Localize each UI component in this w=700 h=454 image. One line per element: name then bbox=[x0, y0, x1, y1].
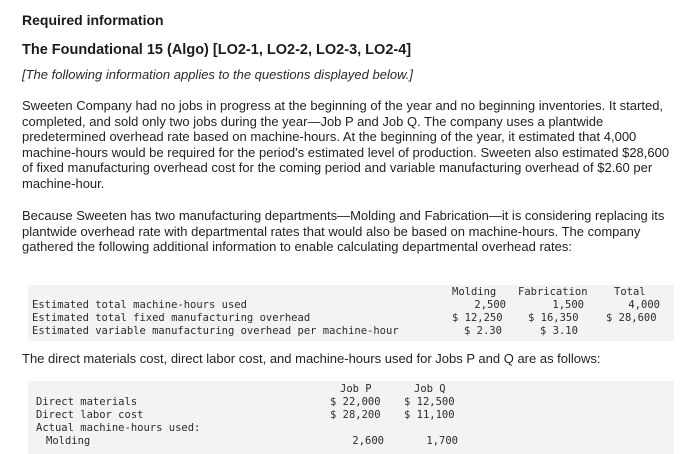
departments-paragraph: Because Sweeten has two manufacturing departments—Molding and Fabrication—it is considering replacing its plantwide overhead rate with departmental rates that would also be based on machine-hours. The company gathered the following additional information to enable calculating departmental overhead rates: bbox=[22, 208, 665, 255]
row-label-variable-overhead: Estimated variable manufacturing overhead per machine-hour bbox=[32, 325, 399, 337]
problem-title: The Foundational 15 (Algo) [LO2-1, LO2-2, LO2-3, LO2-4] bbox=[22, 42, 412, 58]
intro-paragraph: Sweeten Company had no jobs in progress at the beginning of the year and no beginning inventories. It started, completed, and sold only two jobs during the year—Job P and Job Q. The company uses a plantwide predetermined overhead rate based on machine-hours. At the beginning of the year, it estimated that 4,000 machine-hours would be required for the period's estimated level of production. Sweeten also estimated $28,600 of fixed manufacturing overhead cost for the coming period and variable manufacturing overhead of $2.60 per machine-hour. bbox=[22, 98, 670, 191]
job-q-molding-hours: 1,700 bbox=[426, 435, 458, 447]
job-p-molding-hours: 2,600 bbox=[352, 435, 384, 447]
job-p-direct-labor: $ 28,200 bbox=[330, 409, 381, 421]
fabrication-fixed-overhead: $ 16,350 bbox=[528, 312, 579, 324]
total-machine-hours: 4,000 bbox=[628, 299, 660, 311]
job-q-direct-labor: $ 11,100 bbox=[404, 409, 455, 421]
row-label-fixed-overhead: Estimated total fixed manufacturing overhead bbox=[32, 312, 311, 324]
job-costs-table bbox=[28, 381, 674, 454]
header-job-q: Job Q bbox=[414, 383, 446, 395]
header-molding: Molding bbox=[452, 286, 497, 298]
departmental-estimates-table bbox=[28, 285, 674, 341]
molding-machine-hours: 2,500 bbox=[474, 299, 506, 311]
molding-variable-rate: $ 2.30 bbox=[464, 325, 502, 337]
fabrication-variable-rate: $ 3.10 bbox=[540, 325, 578, 337]
row-label-direct-labor: Direct labor cost bbox=[36, 409, 144, 421]
header-total: Total bbox=[614, 286, 646, 298]
info-note: [The following information applies to the questions displayed below.] bbox=[22, 67, 413, 82]
job-q-direct-materials: $ 12,500 bbox=[404, 396, 455, 408]
row-label-direct-materials: Direct materials bbox=[36, 396, 138, 408]
row-label-molding: Molding bbox=[46, 435, 91, 447]
fabrication-machine-hours: 1,500 bbox=[552, 299, 584, 311]
jobs-intro-text: The direct materials cost, direct labor cost, and machine-hours used for Jobs P and Q are as follows: bbox=[22, 351, 601, 366]
header-job-p: Job P bbox=[340, 383, 372, 395]
row-label-machine-hours: Estimated total machine-hours used bbox=[32, 299, 247, 311]
total-fixed-overhead: $ 28,600 bbox=[606, 312, 657, 324]
job-p-direct-materials: $ 22,000 bbox=[330, 396, 381, 408]
required-information-heading: Required information bbox=[22, 12, 164, 28]
row-label-actual-machine-hours: Actual machine-hours used: bbox=[36, 422, 201, 434]
header-fabrication: Fabrication bbox=[518, 286, 588, 298]
molding-fixed-overhead: $ 12,250 bbox=[452, 312, 503, 324]
